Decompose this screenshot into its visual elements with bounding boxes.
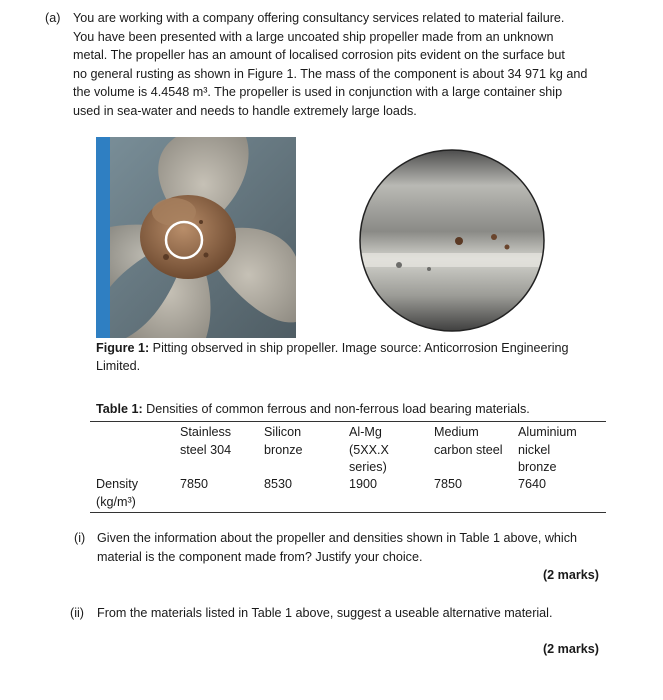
question-intro [45, 9, 625, 121]
figure-caption-label: Figure 1: [96, 341, 150, 355]
table-caption-label: Table 1: [96, 402, 143, 416]
part-text [97, 529, 617, 566]
part-line: From the materials listed in Table 1 above, suggest a useable alternative material. [97, 606, 553, 620]
pitting-closeup-photo [359, 149, 545, 332]
row-label-line: Density [96, 477, 138, 491]
table-header-line: (5XX.X [349, 442, 389, 457]
table-cell-value: 7640 [518, 477, 547, 491]
marks-label: (2 marks) [542, 642, 599, 656]
propeller-photo [96, 137, 296, 338]
part-label: (i) [74, 531, 86, 545]
table-header-stainless [180, 424, 231, 459]
intro-line: metal. The propeller has an amount of localised corrosion pits evident on the surface but [73, 48, 565, 63]
intro-line: no general rusting as shown in Figure 1. The mass of the component is about 34 971 kg and [73, 66, 588, 81]
part-line: Given the information about the propeller and densities shown in Table 1 above, which [97, 531, 578, 545]
table-header-line: series) [349, 460, 387, 474]
table-top-rule [90, 421, 606, 422]
table-header-silicon-bronze [264, 424, 303, 459]
table-header-line: steel 304 [180, 442, 232, 457]
question-label: (a) [45, 11, 61, 25]
table-header-line: Medium [434, 425, 479, 439]
table-header-aluminium-nickel [518, 424, 577, 477]
figure-caption-text: Pitting observed in ship propeller. Image source: Anticorrosion Engineering [149, 341, 569, 355]
table-header-line: bronze [518, 460, 557, 474]
intro-line: used in sea-water and needs to handle extremely large loads. [73, 103, 417, 118]
table-header-line: carbon steel [434, 442, 503, 457]
table-header-line: bronze [264, 442, 303, 457]
marks-label: (2 marks) [542, 568, 599, 582]
table-header-line: Stainless [180, 425, 232, 439]
table-caption [96, 402, 530, 416]
table-cell-value: 7850 [434, 477, 463, 491]
intro-line: You are working with a company offering consultancy services related to material failure. [73, 11, 565, 25]
figure-caption [96, 339, 616, 375]
table-cell-value: 1900 [349, 477, 378, 491]
table-header-line: nickel [518, 442, 551, 457]
table-cell-value: 8530 [264, 477, 293, 491]
table-row-label [96, 476, 138, 511]
table-header-line: Aluminium [518, 425, 577, 439]
row-label-line: (kg/m³) [96, 494, 136, 509]
table-header-al-mg [349, 424, 389, 477]
question-text [73, 9, 625, 121]
part-label: (ii) [70, 606, 84, 620]
table-caption-text: Densities of common ferrous and non-ferrous load bearing materials. [142, 402, 530, 416]
intro-line: You have been presented with a large uncoated ship propeller made from an unknown [73, 29, 554, 44]
intro-line: the volume is 4.4548 m³. The propeller is used in conjunction with a large container ship [73, 85, 563, 100]
part-line: material is the component made from? Justify your choice. [97, 549, 423, 564]
table-header-line: Silicon [264, 425, 302, 439]
figure-caption-text: Limited. [96, 359, 141, 373]
table-bottom-rule [90, 512, 606, 513]
table-cell-value: 7850 [180, 477, 209, 491]
table-header-medium-carbon [434, 424, 503, 459]
table-header-line: Al-Mg [349, 425, 382, 439]
